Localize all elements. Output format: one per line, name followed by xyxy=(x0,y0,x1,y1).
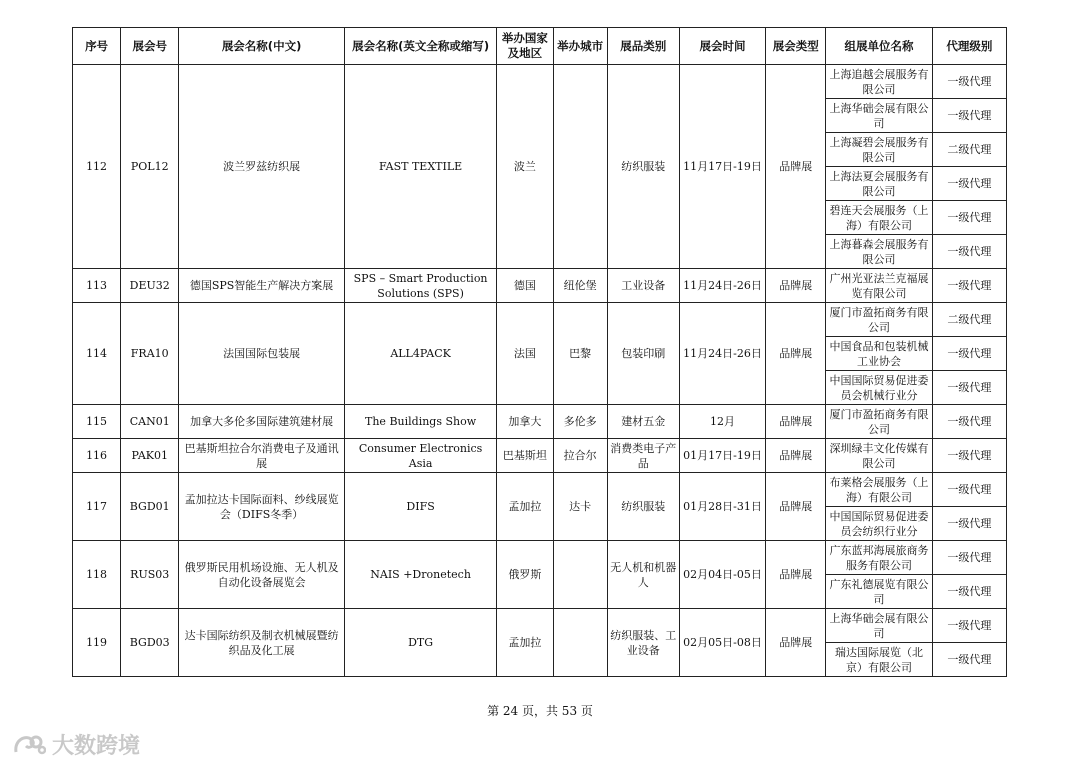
cell-level: 一级代理 xyxy=(932,643,1006,677)
table-row xyxy=(73,541,1007,575)
cell-organizer: 深圳绿丰文化传媒有限公司 xyxy=(826,439,932,473)
cell-name-cn: 达卡国际纺织及制衣机械展暨纺织品及化工展 xyxy=(179,609,345,677)
header-time: 展会时间 xyxy=(679,28,765,65)
cell-country: 孟加拉 xyxy=(497,609,553,677)
cell-time: 01月28日-31日 xyxy=(679,473,765,541)
cell-level: 一级代理 xyxy=(932,541,1006,575)
header-code: 展会号 xyxy=(121,28,179,65)
cell-type: 品牌展 xyxy=(766,439,826,473)
cell-code: CAN01 xyxy=(121,405,179,439)
cell-organizer: 上海法夏会展服务有限公司 xyxy=(826,167,932,201)
cell-type: 品牌展 xyxy=(766,609,826,677)
cell-name-cn: 巴基斯坦拉合尔消费电子及通讯展 xyxy=(179,439,345,473)
cell-type: 品牌展 xyxy=(766,473,826,541)
header-country: 举办国家及地区 xyxy=(497,28,553,65)
cell-organizer: 中国国际贸易促进委员会机械行业分 xyxy=(826,371,932,405)
cell-time: 12月 xyxy=(679,405,765,439)
cell-time: 11月24日-26日 xyxy=(679,269,765,303)
cell-type: 品牌展 xyxy=(766,405,826,439)
cell-category: 工业设备 xyxy=(607,269,679,303)
cell-level: 一级代理 xyxy=(932,235,1006,269)
cell-code: RUS03 xyxy=(121,541,179,609)
cell-name-cn: 加拿大多伦多国际建筑建材展 xyxy=(179,405,345,439)
cell-name-cn: 波兰罗兹纺织展 xyxy=(179,65,345,269)
cell-level: 一级代理 xyxy=(932,99,1006,133)
cell-time: 11月24日-26日 xyxy=(679,303,765,405)
cell-category: 建材五金 xyxy=(607,405,679,439)
cell-name-cn: 法国国际包装展 xyxy=(179,303,345,405)
cell-level: 一级代理 xyxy=(932,201,1006,235)
cell-no: 113 xyxy=(73,269,121,303)
cell-country: 俄罗斯 xyxy=(497,541,553,609)
cell-category: 纺织服装 xyxy=(607,473,679,541)
cell-category: 包装印刷 xyxy=(607,303,679,405)
cell-level: 一级代理 xyxy=(932,405,1006,439)
cell-name-cn: 孟加拉达卡国际面料、纱线展览会（DIFS冬季） xyxy=(179,473,345,541)
cell-city xyxy=(553,541,607,609)
cell-city: 拉合尔 xyxy=(553,439,607,473)
cell-code: DEU32 xyxy=(121,269,179,303)
header-organizer: 组展单位名称 xyxy=(826,28,932,65)
cell-organizer: 厦门市盈拓商务有限公司 xyxy=(826,303,932,337)
cell-type: 品牌展 xyxy=(766,541,826,609)
cell-level: 二级代理 xyxy=(932,133,1006,167)
header-type: 展会类型 xyxy=(766,28,826,65)
cell-type: 品牌展 xyxy=(766,303,826,405)
header-category: 展品类别 xyxy=(607,28,679,65)
cell-no: 112 xyxy=(73,65,121,269)
cell-code: POL12 xyxy=(121,65,179,269)
table-row xyxy=(73,65,1007,99)
cell-name-en: Consumer Electronics Asia xyxy=(344,439,496,473)
cell-city: 达卡 xyxy=(553,473,607,541)
cell-level: 一级代理 xyxy=(932,575,1006,609)
cell-country: 巴基斯坦 xyxy=(497,439,553,473)
cell-name-en: FAST TEXTILE xyxy=(344,65,496,269)
cell-country: 德国 xyxy=(497,269,553,303)
cell-level: 一级代理 xyxy=(932,337,1006,371)
cell-code: FRA10 xyxy=(121,303,179,405)
cell-level: 一级代理 xyxy=(932,167,1006,201)
cell-country: 法国 xyxy=(497,303,553,405)
table-row xyxy=(73,609,1007,643)
header-name-cn: 展会名称(中文) xyxy=(179,28,345,65)
table-row xyxy=(73,439,1007,473)
cell-level: 一级代理 xyxy=(932,371,1006,405)
cell-name-en: DIFS xyxy=(344,473,496,541)
page-number: 第 24 页，共 53 页 xyxy=(487,704,593,718)
cell-organizer: 广州光亚法兰克福展览有限公司 xyxy=(826,269,932,303)
header-row xyxy=(73,28,1007,65)
cell-no: 114 xyxy=(73,303,121,405)
cell-level: 二级代理 xyxy=(932,303,1006,337)
cell-organizer: 广东蓝邦海展旅商务服务有限公司 xyxy=(826,541,932,575)
cell-level: 一级代理 xyxy=(932,609,1006,643)
cell-organizer: 上海暮森会展服务有限公司 xyxy=(826,235,932,269)
cell-name-en: ALL4PACK xyxy=(344,303,496,405)
cell-no: 115 xyxy=(73,405,121,439)
table-row xyxy=(73,405,1007,439)
header-name-en: 展会名称(英文全称或缩写) xyxy=(344,28,496,65)
cell-type: 品牌展 xyxy=(766,65,826,269)
table-row xyxy=(73,473,1007,507)
cell-time: 01月17日-19日 xyxy=(679,439,765,473)
cell-city: 巴黎 xyxy=(553,303,607,405)
watermark-logo-icon xyxy=(12,732,46,758)
watermark-text: 大数跨境 xyxy=(52,734,141,759)
cell-no: 118 xyxy=(73,541,121,609)
cell-organizer: 厦门市盈拓商务有限公司 xyxy=(826,405,932,439)
cell-level: 一级代理 xyxy=(932,507,1006,541)
cell-organizer: 瑞达国际展览（北京）有限公司 xyxy=(826,643,932,677)
cell-code: PAK01 xyxy=(121,439,179,473)
header-city: 举办城市 xyxy=(553,28,607,65)
cell-level: 一级代理 xyxy=(932,65,1006,99)
cell-time: 02月04日-05日 xyxy=(679,541,765,609)
cell-name-en: The Buildings Show xyxy=(344,405,496,439)
cell-name-en: DTG xyxy=(344,609,496,677)
header-level: 代理级别 xyxy=(932,28,1006,65)
exhibition-table xyxy=(72,27,1007,677)
table-row xyxy=(73,269,1007,303)
cell-name-cn: 俄罗斯民用机场设施、无人机及自动化设备展览会 xyxy=(179,541,345,609)
cell-city: 纽伦堡 xyxy=(553,269,607,303)
cell-code: BGD01 xyxy=(121,473,179,541)
cell-category: 纺织服装 xyxy=(607,65,679,269)
cell-category: 消费类电子产品 xyxy=(607,439,679,473)
cell-name-en: SPS – Smart Production Solutions (SPS) xyxy=(344,269,496,303)
cell-category: 无人机和机器人 xyxy=(607,541,679,609)
cell-city: 多伦多 xyxy=(553,405,607,439)
cell-level: 一级代理 xyxy=(932,269,1006,303)
cell-no: 116 xyxy=(73,439,121,473)
cell-no: 117 xyxy=(73,473,121,541)
cell-city xyxy=(553,609,607,677)
cell-level: 一级代理 xyxy=(932,439,1006,473)
cell-time: 11月17日-19日 xyxy=(679,65,765,269)
cell-organizer: 布莱格会展服务（上海）有限公司 xyxy=(826,473,932,507)
cell-organizer: 碧连天会展服务（上海）有限公司 xyxy=(826,201,932,235)
table-body xyxy=(73,65,1007,677)
cell-no: 119 xyxy=(73,609,121,677)
cell-code: BGD03 xyxy=(121,609,179,677)
cell-time: 02月05日-08日 xyxy=(679,609,765,677)
watermark xyxy=(12,729,140,760)
cell-level: 一级代理 xyxy=(932,473,1006,507)
cell-name-en: NAIS +Dronetech xyxy=(344,541,496,609)
cell-organizer: 上海凝碧会展服务有限公司 xyxy=(826,133,932,167)
cell-organizer: 上海华础会展有限公司 xyxy=(826,99,932,133)
table-row xyxy=(73,303,1007,337)
cell-country: 孟加拉 xyxy=(497,473,553,541)
cell-organizer: 上海华础会展有限公司 xyxy=(826,609,932,643)
cell-organizer: 广东礼德展览有限公司 xyxy=(826,575,932,609)
cell-city xyxy=(553,65,607,269)
cell-category: 纺织服装、工业设备 xyxy=(607,609,679,677)
cell-country: 波兰 xyxy=(497,65,553,269)
cell-type: 品牌展 xyxy=(766,269,826,303)
cell-organizer: 中国国际贸易促进委员会纺织行业分 xyxy=(826,507,932,541)
cell-name-cn: 德国SPS智能生产解决方案展 xyxy=(179,269,345,303)
cell-country: 加拿大 xyxy=(497,405,553,439)
cell-organizer: 上海追越会展服务有限公司 xyxy=(826,65,932,99)
cell-organizer: 中国食品和包装机械工业协会 xyxy=(826,337,932,371)
header-no: 序号 xyxy=(73,28,121,65)
